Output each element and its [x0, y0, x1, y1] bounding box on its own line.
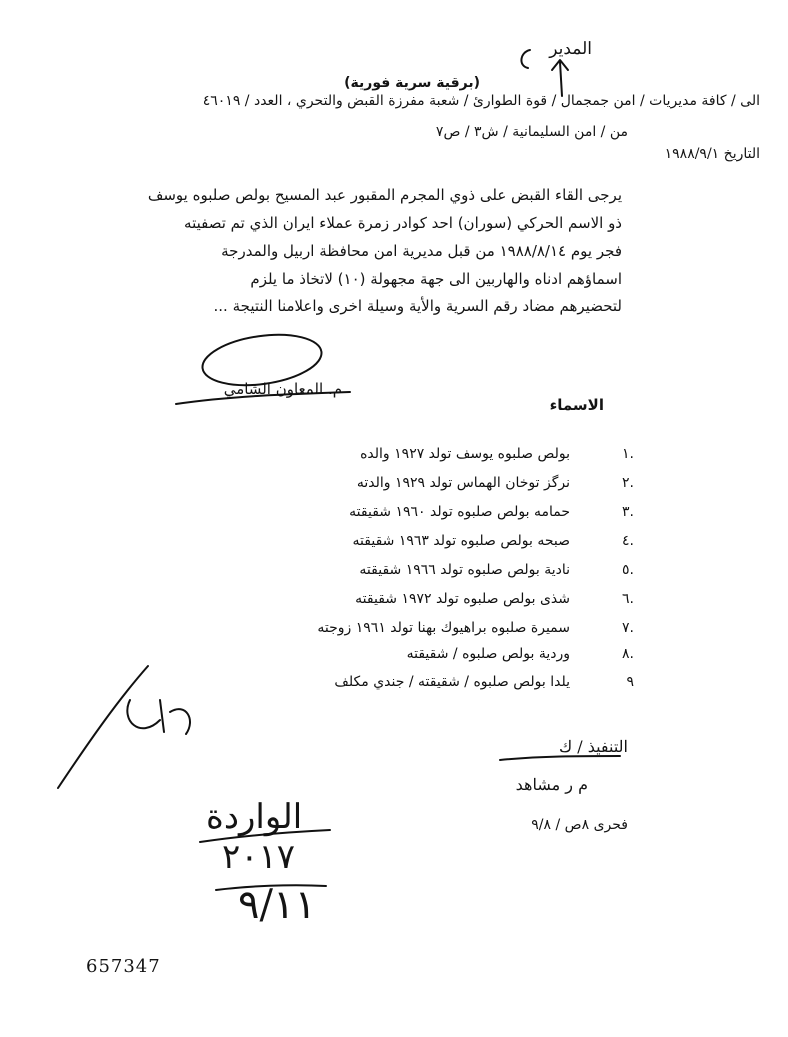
- list-item-text: صبحه بولص صلبوه تولد ١٩٦٣ شقيقته: [352, 533, 570, 549]
- list-item-text: حمامه بولص صلبوه تولد ١٩٦٠ شقيقته: [349, 504, 570, 520]
- archive-number: 657347: [86, 956, 161, 977]
- list-item-text: نرگز توخان الهماس تولد ١٩٢٩ والدته: [356, 475, 570, 491]
- list-item-number: ٨.: [622, 646, 634, 662]
- to-line: الى / كافة مديريات / امن جمجمال / قوة الطوارئ / شعبة مفرزة القبض والتحري ، العدد / ٤٦٠١٩: [202, 93, 760, 109]
- list-item-number: ٤.: [622, 533, 634, 549]
- body-line-3: فجر يوم ١٩٨٨/٨/١٤ من قبل مديرية امن محافظة اربيل والمدرجة: [221, 242, 622, 260]
- list-item-text: شذى بولص صلبوه تولد ١٩٧٢ شقيقته: [355, 591, 570, 607]
- names-heading: الاسماء: [549, 396, 604, 414]
- date-line: التاريخ ١٩٨٨/٩/١: [664, 146, 760, 162]
- list-item-number: ٣.: [622, 504, 634, 520]
- list-item-number: ٢.: [622, 475, 634, 491]
- signer-name: م ر مشاهد: [515, 775, 588, 794]
- list-item-number: ٩: [626, 674, 634, 690]
- incoming-stamp-label: الواردة: [206, 797, 303, 837]
- list-item-text: نادية بولص صلبوه تولد ١٩٦٦ شقيقته: [359, 562, 570, 578]
- signature-title: م. المعاون الشامي: [223, 380, 342, 398]
- incoming-stamp-date: ٩/١١: [238, 882, 316, 928]
- list-item-number: ١.: [622, 446, 634, 462]
- list-item-text: سميرة صلبوه براهيوك بهنا تولد ١٩٦١ زوجته: [317, 620, 570, 636]
- signature-strike: [176, 392, 350, 404]
- stamp-fraction-line: [216, 885, 326, 890]
- body-line-1: يرجى القاء القبض على ذوي المجرم المقبور عبد المسيح بولص صلبوه يوسف: [147, 186, 622, 204]
- header-arrow-mark: [552, 60, 568, 96]
- from-line: من / امن السليمانية / ش٣ / ص٧: [435, 124, 628, 140]
- list-item-number: ٥.: [622, 562, 634, 578]
- header-note-bracket: [521, 50, 530, 68]
- classification-label: (برقية سرية فورية): [344, 75, 480, 91]
- handwritten-note: المدير: [549, 39, 592, 59]
- forwarded-note: التنفيذ / ك: [558, 737, 628, 756]
- forwarded-note-underline: [500, 756, 620, 760]
- list-item-number: ٧.: [622, 620, 634, 636]
- body-line-5: لتحضيرهم مضاد رقم السرية والأية وسيلة اخرى واعلامنا النتيجة ...: [213, 297, 622, 315]
- signature-oval: [199, 328, 325, 392]
- margin-scribble: [58, 666, 190, 788]
- list-item-text: بولص صلبوه يوسف تولد ١٩٢٧ والده: [360, 446, 570, 462]
- stamp-label-underline: [200, 830, 330, 842]
- list-item-text: يلدا بولص صلبوه / شقيقته / جندي مكلف: [334, 674, 570, 690]
- body-line-2: ذو الاسم الحركي (سوران) احد كوادر زمرة عملاء ايران الذي تم تصفيته: [184, 214, 622, 232]
- list-item-text: وردية بولص صلبوه / شقيقته: [406, 646, 570, 662]
- transmit-line: فحرى ٨ص / ٩/٨: [531, 817, 628, 833]
- body-line-4: اسماؤهم ادناه والهاربين الى جهة مجهولة (١٠) لاتخاذ ما يلزم: [250, 270, 622, 288]
- incoming-stamp-number: ٢٠١٧: [222, 837, 296, 877]
- list-item-number: ٦.: [622, 591, 634, 607]
